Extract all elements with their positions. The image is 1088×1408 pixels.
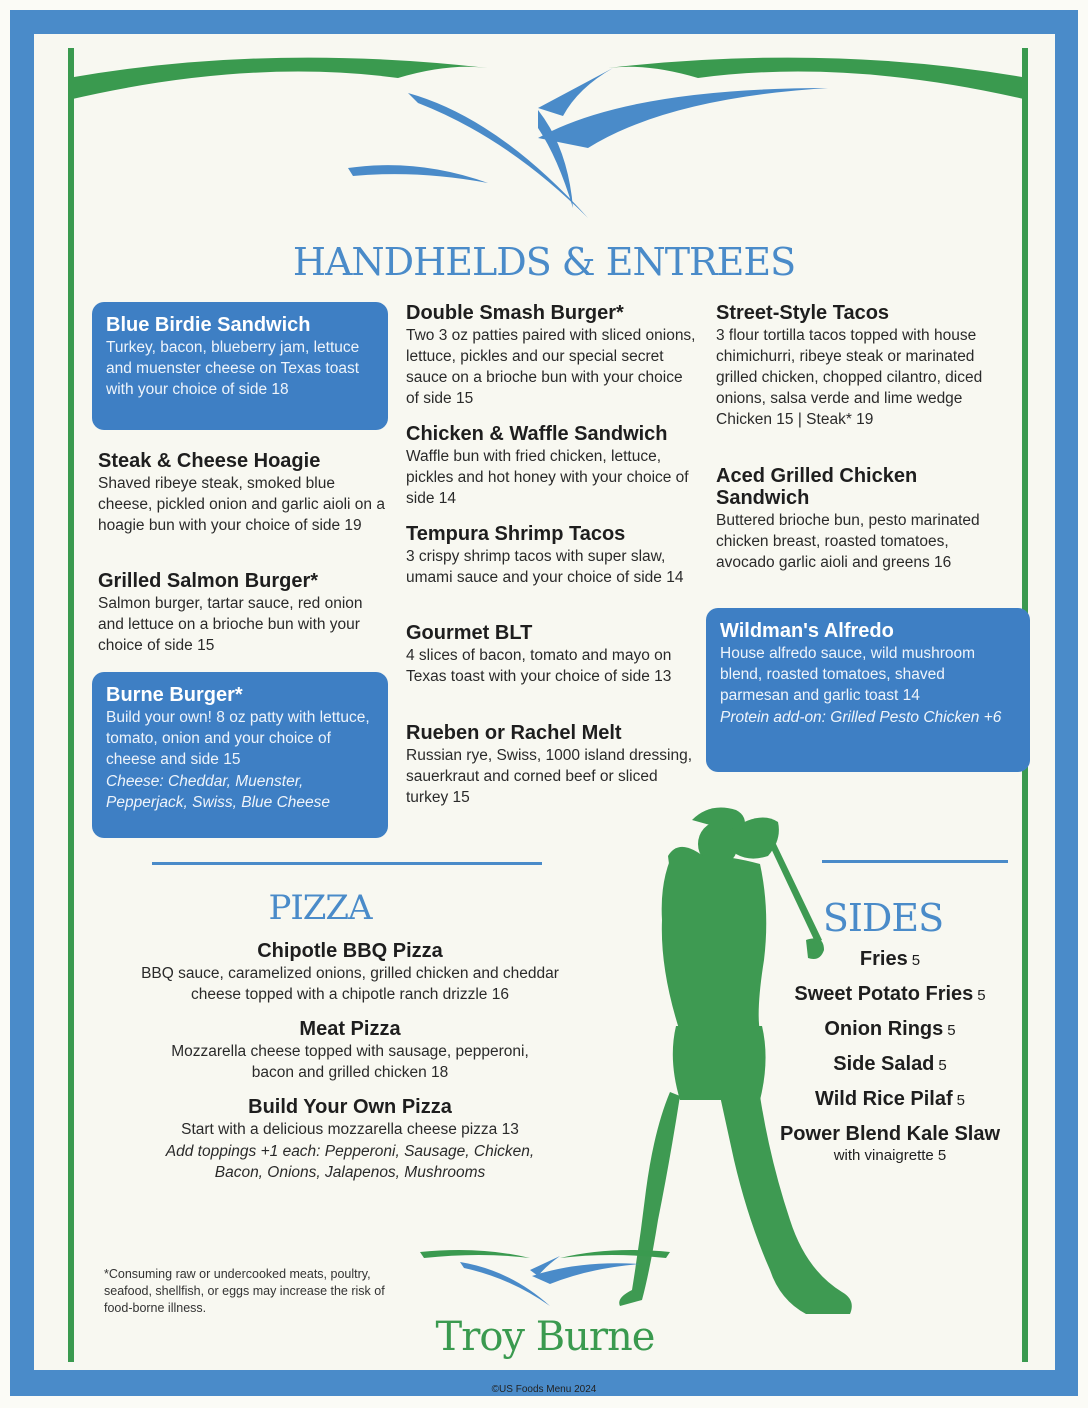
item-desc: Salmon burger, tartar sauce, red onion and lettuce on a brioche bun with your choice of side 15: [98, 595, 363, 654]
chipotle-pizza-item: [130, 940, 570, 1005]
blt-item: [406, 622, 696, 687]
item-name: Double Smash Burger*: [406, 302, 624, 324]
side-kale-slaw: [770, 1123, 1010, 1164]
blue-birdie-box: [92, 302, 388, 430]
item-desc: 3 crispy shrimp tacos with super slaw, umami sauce and your choice of side 14: [406, 548, 684, 586]
item-desc: 4 slices of bacon, tomato and mayo on Texas toast with your choice of side 13: [406, 647, 672, 685]
item-name: Aced Grilled Chicken Sandwich: [716, 465, 918, 509]
item-name: Build Your Own Pizza: [248, 1096, 452, 1118]
sides-list: [770, 948, 1010, 1176]
brand-name: Troy Burne: [435, 1314, 655, 1360]
item-name: Blue Birdie Sandwich: [106, 314, 311, 336]
side-name: Onion Rings: [824, 1018, 944, 1040]
item-desc: BBQ sauce, caramelized onions, grilled chicken and cheddar cheese topped with a chipotle ranch drizzle 16: [141, 965, 559, 1003]
aced-chicken-item: [716, 465, 986, 573]
side-price: 5: [956, 1092, 965, 1109]
item-name: Meat Pizza: [299, 1018, 401, 1040]
smash-burger-item: [406, 302, 696, 409]
divider-left: [152, 862, 542, 865]
item-name: Chicken & Waffle Sandwich: [406, 423, 668, 445]
item-desc: Mozzarella cheese topped with sausage, pepperoni, bacon and grilled chicken 18: [171, 1043, 529, 1081]
item-name: Wildman's Alfredo: [720, 620, 894, 642]
street-tacos-item: [716, 302, 1006, 430]
side-subtext: with vinaigrette 5: [833, 1147, 947, 1164]
item-name: Steak & Cheese Hoagie: [98, 450, 321, 472]
side-name: Wild Rice Pilaf: [815, 1088, 953, 1110]
item-name: Burne Burger*: [106, 684, 243, 706]
item-desc: Waffle bun with fried chicken, lettuce, pickles and hot honey with your choice of side 14: [406, 448, 689, 507]
item-desc: Buttered brioche bun, pesto marinated chicken breast, roasted tomatoes, avocado garlic aioli and greens 16: [716, 512, 980, 571]
item-note: Cheese: Cheddar, Muenster, Pepperjack, Swiss, Blue Cheese: [106, 773, 331, 811]
steak-hoagie-item: [98, 450, 388, 536]
side-salad: [770, 1053, 1010, 1076]
side-price: 5: [977, 987, 986, 1004]
burne-burger-box: [92, 672, 388, 838]
side-name: Sweet Potato Fries: [794, 983, 974, 1005]
side-name: Power Blend Kale Slaw: [779, 1123, 1001, 1145]
meat-pizza-item: [150, 1018, 550, 1083]
item-name: Chipotle BBQ Pizza: [257, 940, 443, 962]
chicken-waffle-item: [406, 423, 696, 509]
side-onion-rings: [770, 1018, 1010, 1041]
item-desc: Two 3 oz patties paired with sliced onions, lettuce, pickles and our special secret sauce on a brioche bun with your choice of side 15: [406, 327, 696, 407]
side-price: 5: [938, 1057, 947, 1074]
item-desc: House alfredo sauce, wild mushroom blend, roasted tomatoes, shaved parmesan and garlic toast 14: [720, 645, 976, 704]
side-wild-rice-pilaf: [770, 1088, 1010, 1111]
salmon-burger-item: [98, 570, 388, 656]
swoosh-logo-bottom-icon: [420, 1244, 670, 1314]
copyright-footer: ©US Foods Menu 2024: [491, 1384, 597, 1395]
shrimp-tacos-item: [406, 523, 696, 588]
item-desc: Shaved ribeye steak, smoked blue cheese, pickled onion and garlic aioli on a hoagie bun with your choice of side 19: [98, 475, 385, 534]
item-note: Add toppings +1 each: Pepperoni, Sausage, Chicken, Bacon, Onions, Jalapenos, Mushrooms: [165, 1143, 535, 1181]
item-name: Grilled Salmon Burger*: [98, 570, 319, 592]
side-name: Side Salad: [833, 1053, 935, 1075]
item-note: Protein add-on: Grilled Pesto Chicken +6: [720, 709, 1002, 726]
item-name: Street-Style Tacos: [716, 302, 890, 324]
alfredo-box: [706, 608, 1030, 772]
byo-pizza-item: [140, 1096, 560, 1183]
side-sweet-potato-fries: [770, 983, 1010, 1006]
pizza-heading: PIZZA: [268, 888, 372, 928]
item-prices: Chicken 15 | Steak* 19: [716, 411, 874, 428]
side-price: 5: [947, 1022, 956, 1039]
item-desc: Russian rye, Swiss, 1000 island dressing, sauerkraut and corned beef or sliced turkey 15: [406, 747, 693, 806]
item-name: Rueben or Rachel Melt: [406, 722, 622, 744]
item-desc: 3 flour tortilla tacos topped with house chimichurri, ribeye steak or marinated grilled chicken, chopped cilantro, diced onions, salsa verde and lime wedge: [716, 327, 983, 407]
side-price: 5: [911, 952, 921, 969]
item-name: Tempura Shrimp Tacos: [406, 523, 626, 545]
item-name: Gourmet BLT: [406, 622, 533, 644]
side-name: Fries: [859, 948, 908, 970]
side-fries: [770, 948, 1010, 971]
item-desc: Turkey, bacon, blueberry jam, lettuce and muenster cheese on Texas toast with your choice of side 18: [106, 339, 360, 398]
item-desc: Start with a delicious mozzarella cheese pizza 13: [181, 1121, 519, 1138]
handhelds-heading: HANDHELDS & ENTREES: [292, 240, 796, 284]
raw-food-disclaimer: *Consuming raw or undercooked meats, poultry, seafood, shellfish, or eggs may increase the risk of food-borne illness.: [104, 1267, 385, 1315]
item-desc: Build your own! 8 oz patty with lettuce, tomato, onion and your choice of cheese and side 15: [106, 709, 370, 768]
swoosh-logo-top-icon: [68, 48, 1028, 238]
rueben-item: [406, 722, 696, 808]
sides-heading: SIDES: [822, 896, 944, 940]
